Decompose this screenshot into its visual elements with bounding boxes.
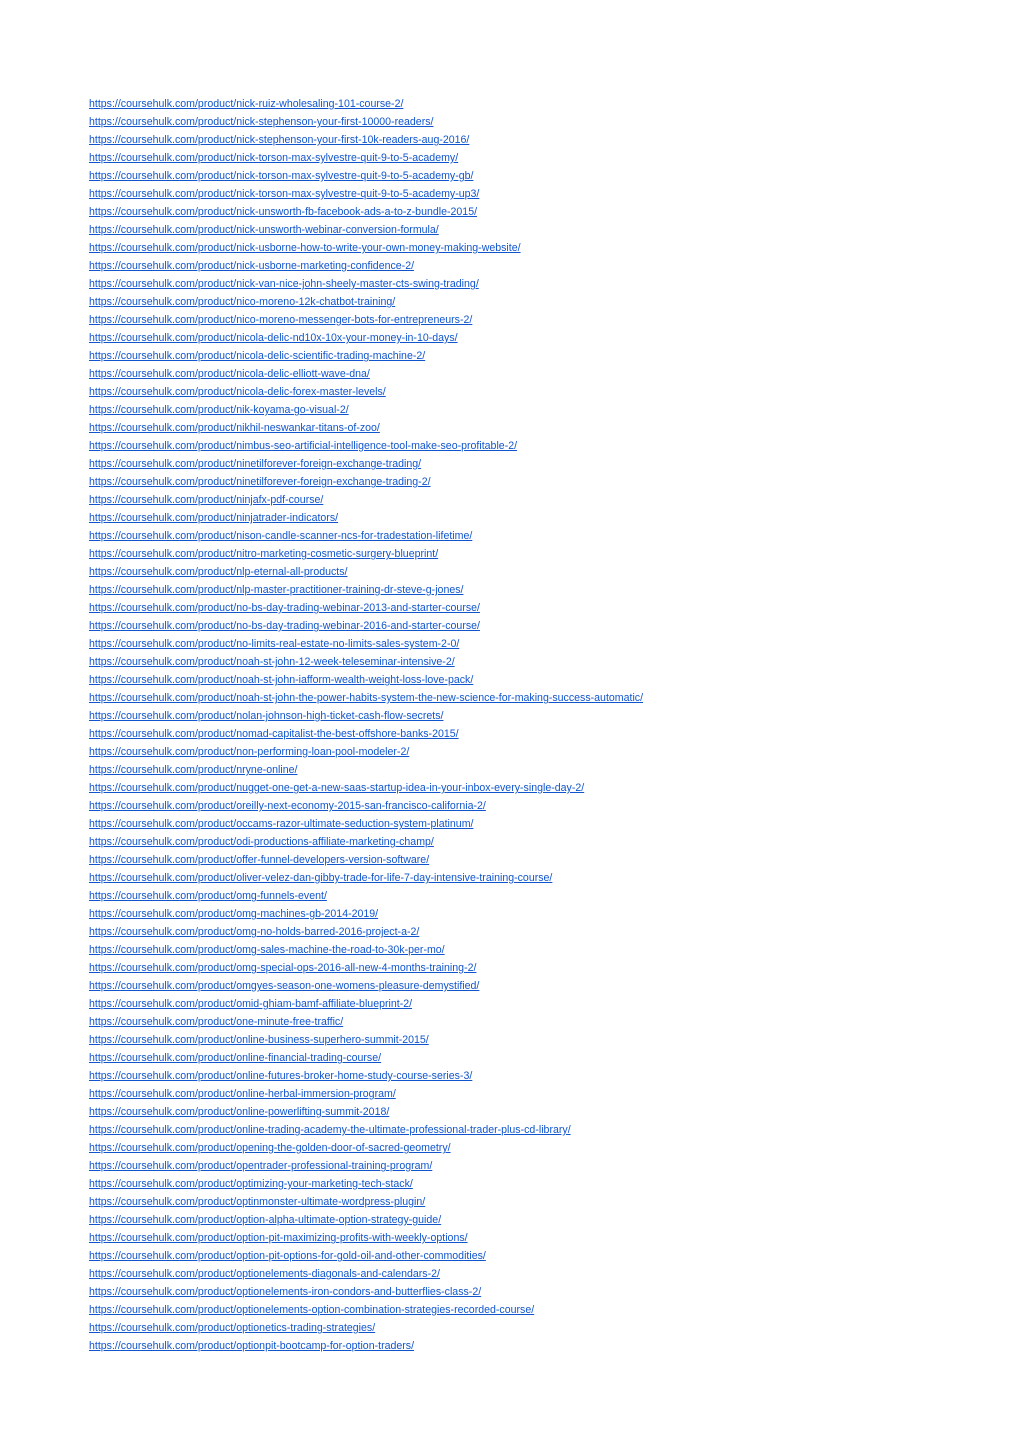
product-link[interactable]: https://coursehulk.com/product/nimbus-seo-artificial-intelligence-tool-make-seo-profitable-2/ bbox=[89, 440, 518, 452]
product-link[interactable]: https://coursehulk.com/product/nicola-delic-forex-master-levels/ bbox=[89, 386, 386, 398]
list-item bbox=[89, 130, 643, 148]
product-link[interactable]: https://coursehulk.com/product/optionetics-trading-strategies/ bbox=[89, 1322, 376, 1334]
product-link[interactable]: https://coursehulk.com/product/nick-torson-max-sylvestre-quit-9-to-5-academy-up3/ bbox=[89, 188, 480, 200]
product-link[interactable]: https://coursehulk.com/product/no-bs-day-trading-webinar-2016-and-starter-course/ bbox=[89, 620, 480, 632]
list-item bbox=[89, 292, 643, 310]
product-link[interactable]: https://coursehulk.com/product/online-business-superhero-summit-2015/ bbox=[89, 1034, 429, 1046]
list-item bbox=[89, 1300, 643, 1318]
list-item bbox=[89, 238, 643, 256]
product-link[interactable]: https://coursehulk.com/product/nryne-online/ bbox=[89, 764, 298, 776]
product-link[interactable]: https://coursehulk.com/product/online-powerlifting-summit-2018/ bbox=[89, 1106, 390, 1118]
list-item bbox=[89, 454, 643, 472]
list-item bbox=[89, 1228, 643, 1246]
list-item bbox=[89, 166, 643, 184]
product-link[interactable]: https://coursehulk.com/product/nick-van-nice-john-sheely-master-cts-swing-trading/ bbox=[89, 278, 479, 290]
list-item bbox=[89, 688, 643, 706]
list-item bbox=[89, 418, 643, 436]
product-link[interactable]: https://coursehulk.com/product/omg-no-holds-barred-2016-project-a-2/ bbox=[89, 926, 420, 938]
list-item bbox=[89, 958, 643, 976]
product-link[interactable]: https://coursehulk.com/product/oliver-velez-dan-gibby-trade-for-life-7-day-intensive-training-course/ bbox=[89, 872, 553, 884]
product-link[interactable]: https://coursehulk.com/product/nicola-delic-scientific-trading-machine-2/ bbox=[89, 350, 426, 362]
product-link[interactable]: https://coursehulk.com/product/online-financial-trading-course/ bbox=[89, 1052, 382, 1064]
product-link[interactable]: https://coursehulk.com/product/omg-funnels-event/ bbox=[89, 890, 327, 902]
list-item bbox=[89, 1246, 643, 1264]
product-link[interactable]: https://coursehulk.com/product/online-futures-broker-home-study-course-series-3/ bbox=[89, 1070, 473, 1082]
product-link[interactable]: https://coursehulk.com/product/nico-moreno-messenger-bots-for-entrepreneurs-2/ bbox=[89, 314, 473, 326]
product-link[interactable]: https://coursehulk.com/product/nomad-capitalist-the-best-offshore-banks-2015/ bbox=[89, 728, 459, 740]
list-item bbox=[89, 490, 643, 508]
list-item bbox=[89, 184, 643, 202]
product-link[interactable]: https://coursehulk.com/product/online-herbal-immersion-program/ bbox=[89, 1088, 396, 1100]
product-link[interactable]: https://coursehulk.com/product/noah-st-john-iafform-wealth-weight-loss-love-pack/ bbox=[89, 674, 474, 686]
list-item bbox=[89, 1318, 643, 1336]
product-link[interactable]: https://coursehulk.com/product/optionelements-option-combination-strategies-recorded-course/ bbox=[89, 1304, 535, 1316]
product-link[interactable]: https://coursehulk.com/product/offer-funnel-developers-version-software/ bbox=[89, 854, 430, 866]
product-link[interactable]: https://coursehulk.com/product/odi-productions-affiliate-marketing-champ/ bbox=[89, 836, 434, 848]
list-item bbox=[89, 742, 643, 760]
product-link[interactable]: https://coursehulk.com/product/nick-torson-max-sylvestre-quit-9-to-5-academy-gb/ bbox=[89, 170, 474, 182]
list-item bbox=[89, 1138, 643, 1156]
list-item bbox=[89, 634, 643, 652]
product-link[interactable]: https://coursehulk.com/product/optinmonster-ultimate-wordpress-plugin/ bbox=[89, 1196, 426, 1208]
list-item bbox=[89, 382, 643, 400]
product-link[interactable]: https://coursehulk.com/product/optionelements-diagonals-and-calendars-2/ bbox=[89, 1268, 440, 1280]
list-item bbox=[89, 1102, 643, 1120]
list-item bbox=[89, 1084, 643, 1102]
product-link[interactable]: https://coursehulk.com/product/nick-stephenson-your-first-10k-readers-aug-2016/ bbox=[89, 134, 470, 146]
product-link[interactable]: https://coursehulk.com/product/nlp-master-practitioner-training-dr-steve-g-jones/ bbox=[89, 584, 464, 596]
list-item bbox=[89, 814, 643, 832]
product-link[interactable]: https://coursehulk.com/product/omgyes-season-one-womens-pleasure-demystified/ bbox=[89, 980, 480, 992]
product-link[interactable]: https://coursehulk.com/product/nlp-eternal-all-products/ bbox=[89, 566, 348, 578]
product-link[interactable]: https://coursehulk.com/product/one-minute-free-traffic/ bbox=[89, 1016, 344, 1028]
product-link[interactable]: https://coursehulk.com/product/option-pit-options-for-gold-oil-and-other-commodities/ bbox=[89, 1250, 486, 1262]
list-item bbox=[89, 148, 643, 166]
product-link[interactable]: https://coursehulk.com/product/ninetilforever-foreign-exchange-trading-2/ bbox=[89, 476, 431, 488]
list-item bbox=[89, 868, 643, 886]
product-link[interactable]: https://coursehulk.com/product/noah-st-john-the-power-habits-system-the-new-science-for-making-success-automatic/ bbox=[89, 692, 644, 704]
url-list bbox=[89, 94, 643, 1354]
list-item bbox=[89, 1282, 643, 1300]
product-link[interactable]: https://coursehulk.com/product/nikhil-neswankar-titans-of-zoo/ bbox=[89, 422, 380, 434]
list-item bbox=[89, 796, 643, 814]
list-item bbox=[89, 976, 643, 994]
list-item bbox=[89, 544, 643, 562]
list-item bbox=[89, 652, 643, 670]
list-item bbox=[89, 310, 643, 328]
list-item bbox=[89, 1030, 643, 1048]
product-link[interactable]: https://coursehulk.com/product/online-trading-academy-the-ultimate-professional-trader-plus-cd-library/ bbox=[89, 1124, 571, 1136]
list-item bbox=[89, 670, 643, 688]
list-item bbox=[89, 364, 643, 382]
product-link[interactable]: https://coursehulk.com/product/opentrader-professional-training-program/ bbox=[89, 1160, 433, 1172]
product-link[interactable]: https://coursehulk.com/product/nitro-marketing-cosmetic-surgery-blueprint/ bbox=[89, 548, 439, 560]
product-link[interactable]: https://coursehulk.com/product/nick-torson-max-sylvestre-quit-9-to-5-academy/ bbox=[89, 152, 459, 164]
list-item bbox=[89, 220, 643, 238]
list-item bbox=[89, 274, 643, 292]
product-link[interactable]: https://coursehulk.com/product/optimizing-your-marketing-tech-stack/ bbox=[89, 1178, 413, 1190]
list-item bbox=[89, 1012, 643, 1030]
list-item bbox=[89, 508, 643, 526]
product-link[interactable]: https://coursehulk.com/product/nik-koyama-go-visual-2/ bbox=[89, 404, 349, 416]
list-item bbox=[89, 1174, 643, 1192]
product-link[interactable]: https://coursehulk.com/product/oreilly-next-economy-2015-san-francisco-california-2/ bbox=[89, 800, 486, 812]
product-link[interactable]: https://coursehulk.com/product/nolan-johnson-high-ticket-cash-flow-secrets/ bbox=[89, 710, 444, 722]
list-item bbox=[89, 940, 643, 958]
product-link[interactable]: https://coursehulk.com/product/no-bs-day-trading-webinar-2013-and-starter-course/ bbox=[89, 602, 480, 614]
product-link[interactable]: https://coursehulk.com/product/omg-special-ops-2016-all-new-4-months-training-2/ bbox=[89, 962, 477, 974]
list-item bbox=[89, 1066, 643, 1084]
list-item bbox=[89, 886, 643, 904]
list-item bbox=[89, 1336, 643, 1354]
product-link[interactable]: https://coursehulk.com/product/optionelements-iron-condors-and-butterflies-class-2/ bbox=[89, 1286, 482, 1298]
list-item bbox=[89, 1264, 643, 1282]
list-item bbox=[89, 1120, 643, 1138]
product-link[interactable]: https://coursehulk.com/product/nicola-delic-elliott-wave-dna/ bbox=[89, 368, 370, 380]
list-item bbox=[89, 526, 643, 544]
list-item bbox=[89, 436, 643, 454]
list-item bbox=[89, 598, 643, 616]
list-item bbox=[89, 1156, 643, 1174]
list-item bbox=[89, 112, 643, 130]
list-item bbox=[89, 724, 643, 742]
list-item bbox=[89, 1048, 643, 1066]
list-item bbox=[89, 904, 643, 922]
list-item bbox=[89, 400, 643, 418]
product-link[interactable]: https://coursehulk.com/product/nison-candle-scanner-ncs-for-tradestation-lifetime/ bbox=[89, 530, 473, 542]
list-item bbox=[89, 922, 643, 940]
product-link[interactable]: https://coursehulk.com/product/option-alpha-ultimate-option-strategy-guide/ bbox=[89, 1214, 442, 1226]
product-link[interactable]: https://coursehulk.com/product/nick-stephenson-your-first-10000-readers/ bbox=[89, 116, 434, 128]
product-link[interactable]: https://coursehulk.com/product/occams-razor-ultimate-seduction-system-platinum/ bbox=[89, 818, 474, 830]
product-link[interactable]: https://coursehulk.com/product/ninetilforever-foreign-exchange-trading/ bbox=[89, 458, 422, 470]
list-item bbox=[89, 832, 643, 850]
product-link[interactable]: https://coursehulk.com/product/optionpit-bootcamp-for-option-traders/ bbox=[89, 1340, 415, 1352]
product-link[interactable]: https://coursehulk.com/product/omg-machines-gb-2014-2019/ bbox=[89, 908, 379, 920]
product-link[interactable]: https://coursehulk.com/product/noah-st-john-12-week-teleseminar-intensive-2/ bbox=[89, 656, 455, 668]
list-item bbox=[89, 472, 643, 490]
product-link[interactable]: https://coursehulk.com/product/opening-the-golden-door-of-sacred-geometry/ bbox=[89, 1142, 451, 1154]
list-item bbox=[89, 256, 643, 274]
list-item bbox=[89, 706, 643, 724]
product-link[interactable]: https://coursehulk.com/product/nick-unsworth-webinar-conversion-formula/ bbox=[89, 224, 439, 236]
list-item bbox=[89, 994, 643, 1012]
list-item bbox=[89, 1192, 643, 1210]
product-link[interactable]: https://coursehulk.com/product/omid-ghiam-bamf-affiliate-blueprint-2/ bbox=[89, 998, 413, 1010]
product-link[interactable]: https://coursehulk.com/product/nick-usborne-how-to-write-your-own-money-making-website/ bbox=[89, 242, 521, 254]
product-link[interactable]: https://coursehulk.com/product/non-performing-loan-pool-modeler-2/ bbox=[89, 746, 410, 758]
product-link[interactable]: https://coursehulk.com/product/nick-unsworth-fb-facebook-ads-a-to-z-bundle-2015/ bbox=[89, 206, 478, 218]
product-link[interactable]: https://coursehulk.com/product/nick-ruiz-wholesaling-101-course-2/ bbox=[89, 98, 404, 110]
list-item bbox=[89, 580, 643, 598]
product-link[interactable]: https://coursehulk.com/product/no-limits-real-estate-no-limits-sales-system-2-0/ bbox=[89, 638, 460, 650]
list-item bbox=[89, 202, 643, 220]
list-item bbox=[89, 616, 643, 634]
list-item bbox=[89, 850, 643, 868]
product-link[interactable]: https://coursehulk.com/product/nick-usborne-marketing-confidence-2/ bbox=[89, 260, 415, 272]
list-item bbox=[89, 1210, 643, 1228]
list-item bbox=[89, 94, 643, 112]
list-item bbox=[89, 760, 643, 778]
list-item bbox=[89, 778, 643, 796]
product-link[interactable]: https://coursehulk.com/product/ninjatrader-indicators/ bbox=[89, 512, 339, 524]
product-link[interactable]: https://coursehulk.com/product/option-pit-maximizing-profits-with-weekly-options/ bbox=[89, 1232, 468, 1244]
product-link[interactable]: https://coursehulk.com/product/nico-moreno-12k-chatbot-training/ bbox=[89, 296, 396, 308]
product-link[interactable]: https://coursehulk.com/product/ninjafx-pdf-course/ bbox=[89, 494, 324, 506]
product-link[interactable]: https://coursehulk.com/product/omg-sales-machine-the-road-to-30k-per-mo/ bbox=[89, 944, 445, 956]
list-item bbox=[89, 328, 643, 346]
product-link[interactable]: https://coursehulk.com/product/nugget-one-get-a-new-saas-startup-idea-in-your-inbox-every-single-day-2/ bbox=[89, 782, 585, 794]
list-item bbox=[89, 562, 643, 580]
product-link[interactable]: https://coursehulk.com/product/nicola-delic-nd10x-10x-your-money-in-10-days/ bbox=[89, 332, 458, 344]
list-item bbox=[89, 346, 643, 364]
